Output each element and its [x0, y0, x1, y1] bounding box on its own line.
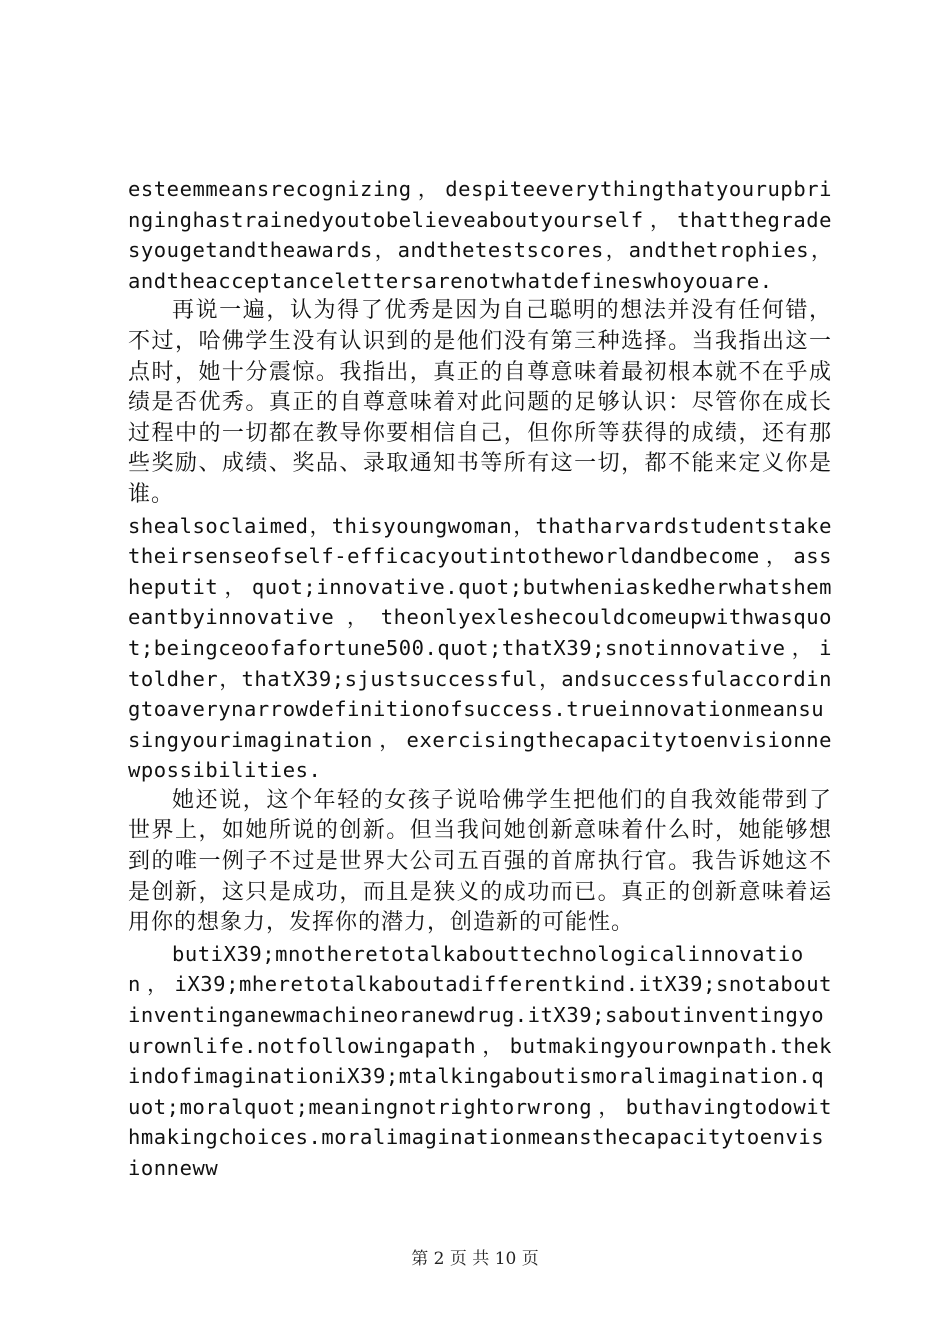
paragraph-chinese-2: 她还说，这个年轻的女孩子说哈佛学生把他们的自我效能带到了世界上，如她所说的创新。但当我问她创新意味着什么时，她能够想到的唯一例子不过是世界大公司五百强的首席执行官。我告诉她这不是创新，这只是成功，而且是狭义的成功而已。真正的创新意味着运用你的想象力，发挥你的潜力，创造新的可能性。 — [128, 787, 832, 936]
paragraph-english-2: shealsoclaimed，thisyoungwoman，thatharvardstudentstaketheirsenseofself-efficacyoutintotheworldandbecome，assheputit，quot;innovative.quot;butwheniaskedherwhatshemeantbyinnovative，theonlyexleshecouldcomeupwithwasquot;beingceoofafortune500.quot;thatX39;snotinnovative，itoldher，thatX39;sjustsuccessful，andsuccessfulaccordingtoaverynarrowdefinitionofsuccess.trueinnovationmeansusingyourimagination，exercisingthecapacitytoenvisionnewpossibilities. — [128, 513, 832, 783]
paragraph-english-3: butiX39;mnotheretotalkabouttechnologicalinnovation，iX39;mheretotalkaboutadifferentkind.itX39;snotaboutinventinganewmachineoranewdrug.itX39;saboutinventingyourownlife.notfollowingapath，butmakingyourownpath.thekindofimaginationiX39;mtalkingaboutismoralimagination.quot;moralquot;meaningnotrightorwrong，buthavingtodowithmakingchoices.moralimaginationmeansthecapacitytoenvisionneww — [128, 941, 832, 1180]
page-footer — [0, 1244, 950, 1269]
document-body — [128, 174, 832, 1184]
paragraph-english-1: esteemmeansrecognizing，despiteeverythingthatyourupbringinghastrainedyoutobelieveaboutyourself，thatthegradesyougetandtheawards，andthetestscores，andthetrophies，andtheacceptancelettersarenotwhatdefineswhoyouare. — [128, 177, 832, 293]
paragraph-chinese-1: 再说一遍，认为得了优秀是因为自己聪明的想法并没有任何错，不过，哈佛学生没有认识到的是他们没有第三种选择。当我指出这一点时，她十分震惊。我指出，真正的自尊意味着最初根本就不在乎成绩是否优秀。真正的自尊意味着对此问题的足够认识：尽管你在成长过程中的一切都在教导你要相信自己，但你所等获得的成绩，还有那些奖励、成绩、奖品、录取通知书等所有这一切，都不能来定义你是谁。 — [128, 298, 832, 507]
page-number-label: 第 2 页 共 10 页 — [411, 1249, 539, 1269]
